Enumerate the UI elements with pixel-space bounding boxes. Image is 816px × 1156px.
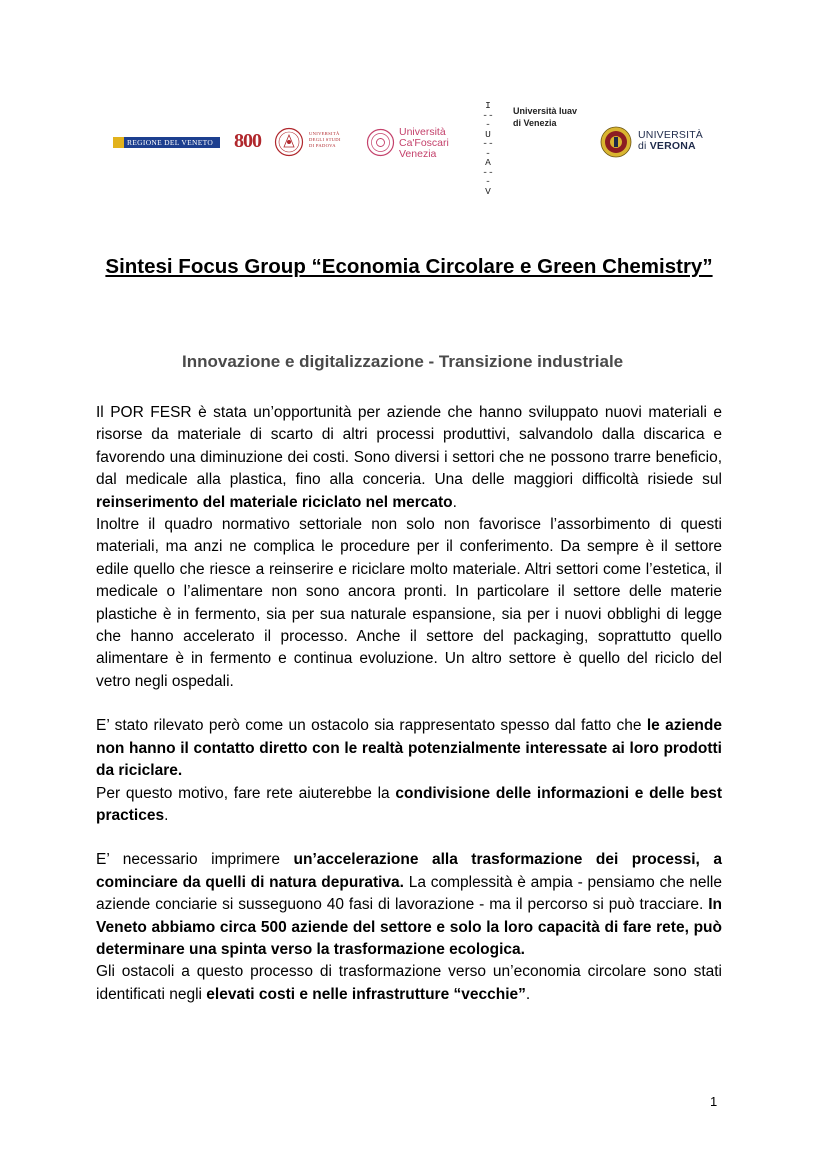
- section-subtitle: Innovazione e digitalizzazione - Transizione industriale: [182, 352, 624, 371]
- padova-seal-icon: [274, 127, 304, 157]
- bold-text: In Veneto abbiamo circa 500 aziende del settore e solo la loro capacità di fare rete, può determinare una spinta verso la trasformazione ecologica.: [96, 896, 722, 958]
- padova-line-2: DEGLI STUDI: [309, 137, 341, 142]
- padova-line-3: DI PADOVA: [309, 143, 336, 148]
- bold-text: elevati costi e nelle infrastrutture “vecchie”: [206, 985, 526, 1003]
- paragraph-text: .: [525, 985, 531, 1003]
- paragraph-text: Il POR FESR è stata un’opportunità per aziende che hanno sviluppato nuovi materiali e risorse da materiale di scarto di altri processi produttivi, salvandolo dalla discarica e favorendo una diminuzione dei costi. Sono diversi i settori che ne possono trarre beneficio, dal medicale alla plastica, fino alla conceria. Una delle maggiori difficoltà risiede sul: [96, 404, 722, 489]
- iuav-dash: ---: [482, 109, 494, 130]
- iuav-line-2: di Venezia: [513, 118, 557, 128]
- body-paragraph: [96, 849, 722, 961]
- body-paragraph: [96, 402, 722, 514]
- verona-line-2: [638, 141, 703, 152]
- paragraph-text: .: [452, 493, 457, 511]
- bold-text: le aziende non hanno il contatto diretto con le realtà potenzialmente interessate ai loro prodotti da riciclare.: [96, 717, 722, 780]
- verona-line-2-bold: VERONA: [649, 140, 696, 152]
- foscari-line-1: Università: [399, 126, 446, 138]
- padova-800-mark: 800: [234, 130, 261, 152]
- ca-foscari-seal-icon: [366, 128, 395, 157]
- paragraph-text: Inoltre il quadro normativo settoriale non solo non favorisce l’assorbimento di questi materiali, ma anzi ne complica le procedure per il conferimento. Da sempre è il settore edile quello che riesce a reinserire e riciclare molto materiale. Altri settori come l’estetica, il medicale o l’alimentare non sono ancora pronti. In particolare il settore delle materie plastiche è in fermento, sia per sua naturale espansione, sia per i nuovi obblighi di legge che hanno accelerato il processo. Anche il settore del packaging, soprattutto quello alimentare è in fermento e continua evoluzione. Un altro settore è quello del riciclo del vetro negli ospedali.: [96, 516, 722, 690]
- bold-text: reinserimento del materiale riciclato nel mercato: [96, 493, 453, 511]
- padova-line-1: UNIVERSITÀ: [309, 131, 340, 136]
- universita-verona-logo: [598, 124, 708, 160]
- verona-line-2-prefix: di: [638, 140, 650, 152]
- body-paragraph: [96, 961, 722, 1006]
- foscari-line-3: Venezia: [399, 148, 437, 160]
- universita-padova-logo: [234, 126, 344, 160]
- regione-veneto-logo: [113, 137, 220, 148]
- lion-emblem-icon: [113, 137, 124, 148]
- iuav-letter: A: [485, 157, 491, 168]
- page-number: 1: [710, 1094, 718, 1109]
- paragraph-text: E’ necessario imprimere: [96, 851, 294, 869]
- bold-text: un’accelerazione alla trasformazione dei processi, a cominciare da quelli di natura depurativa.: [96, 851, 722, 891]
- iuav-line-1: Università Iuav: [513, 106, 578, 116]
- iuav-letter: V: [485, 185, 491, 197]
- body-paragraph: [96, 783, 722, 828]
- iuav-letter-column: [480, 101, 496, 196]
- foscari-line-2: Ca'Foscari: [399, 137, 449, 149]
- paragraph-text: Gli ostacoli a questo processo di trasformazione verso un’economia circolare sono stati identificati negli: [96, 963, 722, 1003]
- document-body: [96, 402, 722, 1006]
- body-paragraph: [96, 715, 722, 782]
- document-title: Sintesi Focus Group “Economia Circolare e Green Chemistry”: [105, 255, 713, 278]
- iuav-logo: [476, 100, 606, 197]
- iuav-letter: U: [485, 128, 491, 140]
- ca-foscari-logo: [366, 126, 466, 160]
- regione-veneto-text: REGIONE DEL VENETO: [127, 138, 214, 147]
- iuav-dash: ---: [482, 166, 494, 187]
- paragraph-text: Per questo motivo, fare rete aiuterebbe la: [96, 784, 396, 802]
- verona-line-1: UNIVERSITÀ: [638, 129, 704, 141]
- paragraph-text: .: [164, 806, 169, 824]
- bold-text: condivisione delle informazioni e delle best practices: [96, 784, 722, 824]
- paragraph-text: La complessità è ampia - pensiamo che nelle aziende conciarie si susseguono 40 fasi di lavorazione - ma il percorso si può tracciare.: [96, 873, 722, 914]
- body-paragraph: [96, 514, 722, 693]
- iuav-dash: ---: [482, 138, 494, 159]
- verona-seal-icon: [600, 126, 632, 158]
- iuav-letter: I: [485, 100, 491, 111]
- paragraph-text: E’ stato rilevato però come un ostacolo sia rappresentato spesso dal fatto che: [96, 717, 647, 735]
- logo-bar: [0, 96, 816, 197]
